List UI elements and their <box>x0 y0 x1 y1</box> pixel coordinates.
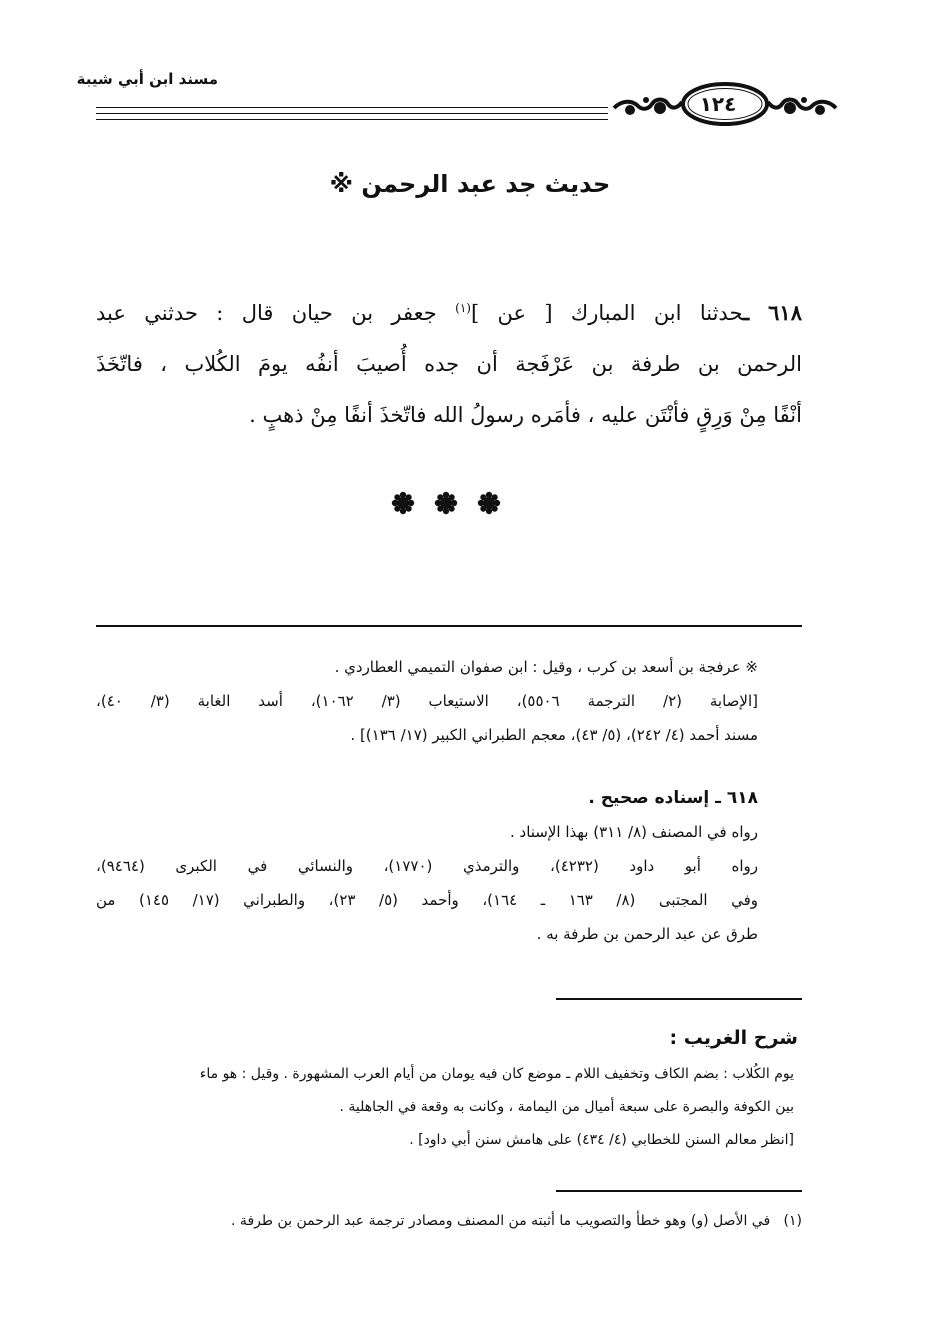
gharib-heading: شرح الغريب : <box>669 1027 798 1049</box>
biography-line: [الإصابة (٢/ الترجمة ٥٥٠٦)، الاستيعاب (٣/ ١٠٦٢)، أسد الغابة (٣/ ٤٠)، <box>96 692 758 710</box>
hadith-line-3: أنْفًا مِنْ وَرِقٍ فأنْتَن عليه ، فأمَره رسولُ الله فاتّخذَ أنفًا مِنْ ذهبٍ . <box>249 403 802 427</box>
hadith-line-2: الرحمن بن طرفة بن عَرْفَجة أن جده أُصيبَ أنفُه يومَ الكُلاب ، فاتّخَذَ <box>96 352 802 376</box>
biography-line: ※ عرفجة بن أسعد بن كرب ، وقيل : ابن صفوان التميمي العطاردي . <box>334 658 758 676</box>
gharib-section <box>96 1018 802 1157</box>
gharib-line: [انظر معالم السنن للخطابي (٤/ ٤٣٤) على هامش سنن أبي داود] . <box>409 1132 794 1148</box>
gharib-line: بين الكوفة والبصرة على سبعة أميال من اليمامة ، وكانت به وقعة في الجاهلية . <box>339 1099 794 1115</box>
hadith-text <box>96 287 802 441</box>
hadith-line-1: حدثنا ابن المبارك [ عن ] <box>470 301 743 325</box>
takhrij-line: وفي المجتبى (٨/ ١٦٣ ـ ١٦٤)، وأحمد (٥/ ٢٣)، والطبراني (١٧/ ١٤٥) من <box>96 891 759 909</box>
takhrij-heading: ٦١٨ ـ إسناده صحيح . <box>588 788 758 808</box>
takhrij-note <box>96 781 758 951</box>
section-title: حديث جد عبد الرحمن ※ <box>329 170 611 198</box>
biography-note <box>96 650 758 752</box>
takhrij-line: طرق عن عبد الرحمن بن طرفة به . <box>536 925 758 943</box>
footnote-text: في الأصل (و) وهو خطأ والتصويب ما أثبته من المصنف ومصادر ترجمة عبد الرحمن بن طرفة . <box>231 1213 771 1229</box>
footnote-marker: (١) <box>783 1213 802 1229</box>
biography-line: مسند أحمد (٤/ ٢٤٢)، (٥/ ٤٣)، معجم الطبراني الكبير (١٧/ ١٣٦)] . <box>350 726 758 744</box>
running-header-title: مسند ابن أبي شيبة <box>76 70 218 88</box>
hadith-number: ٦١٨ ـ <box>743 300 802 325</box>
hadith-line <box>96 287 802 339</box>
footnote <box>96 1206 806 1236</box>
takhrij-line: رواه أبو داود (٤٢٣٢)، والترمذي (١٧٧٠)، والنسائي في الكبرى (٩٤٦٤)، <box>96 857 758 875</box>
header-rule <box>96 119 608 120</box>
hadith-line-1-rest: جعفر بن حيان قال : حدثني عبد <box>96 301 437 325</box>
page-number: ١٢٤ <box>699 92 737 116</box>
header-rule <box>96 113 608 114</box>
footnote-divider <box>556 1190 802 1192</box>
header-rule <box>96 107 608 108</box>
takhrij-line: رواه في المصنف (٨/ ٣١١) بهذا الإسناد . <box>509 823 758 841</box>
gharib-line: يوم الكُلاب : بضم الكاف وتخفيف اللام ـ موضع كان فيه يومان من أيام العرب المشهورة . وقيل : هو ماء <box>199 1066 794 1082</box>
notes-divider <box>96 625 802 627</box>
gharib-divider <box>556 998 802 1000</box>
separator-stars-icon <box>380 486 510 520</box>
footnote-reference: (١) <box>455 301 471 315</box>
